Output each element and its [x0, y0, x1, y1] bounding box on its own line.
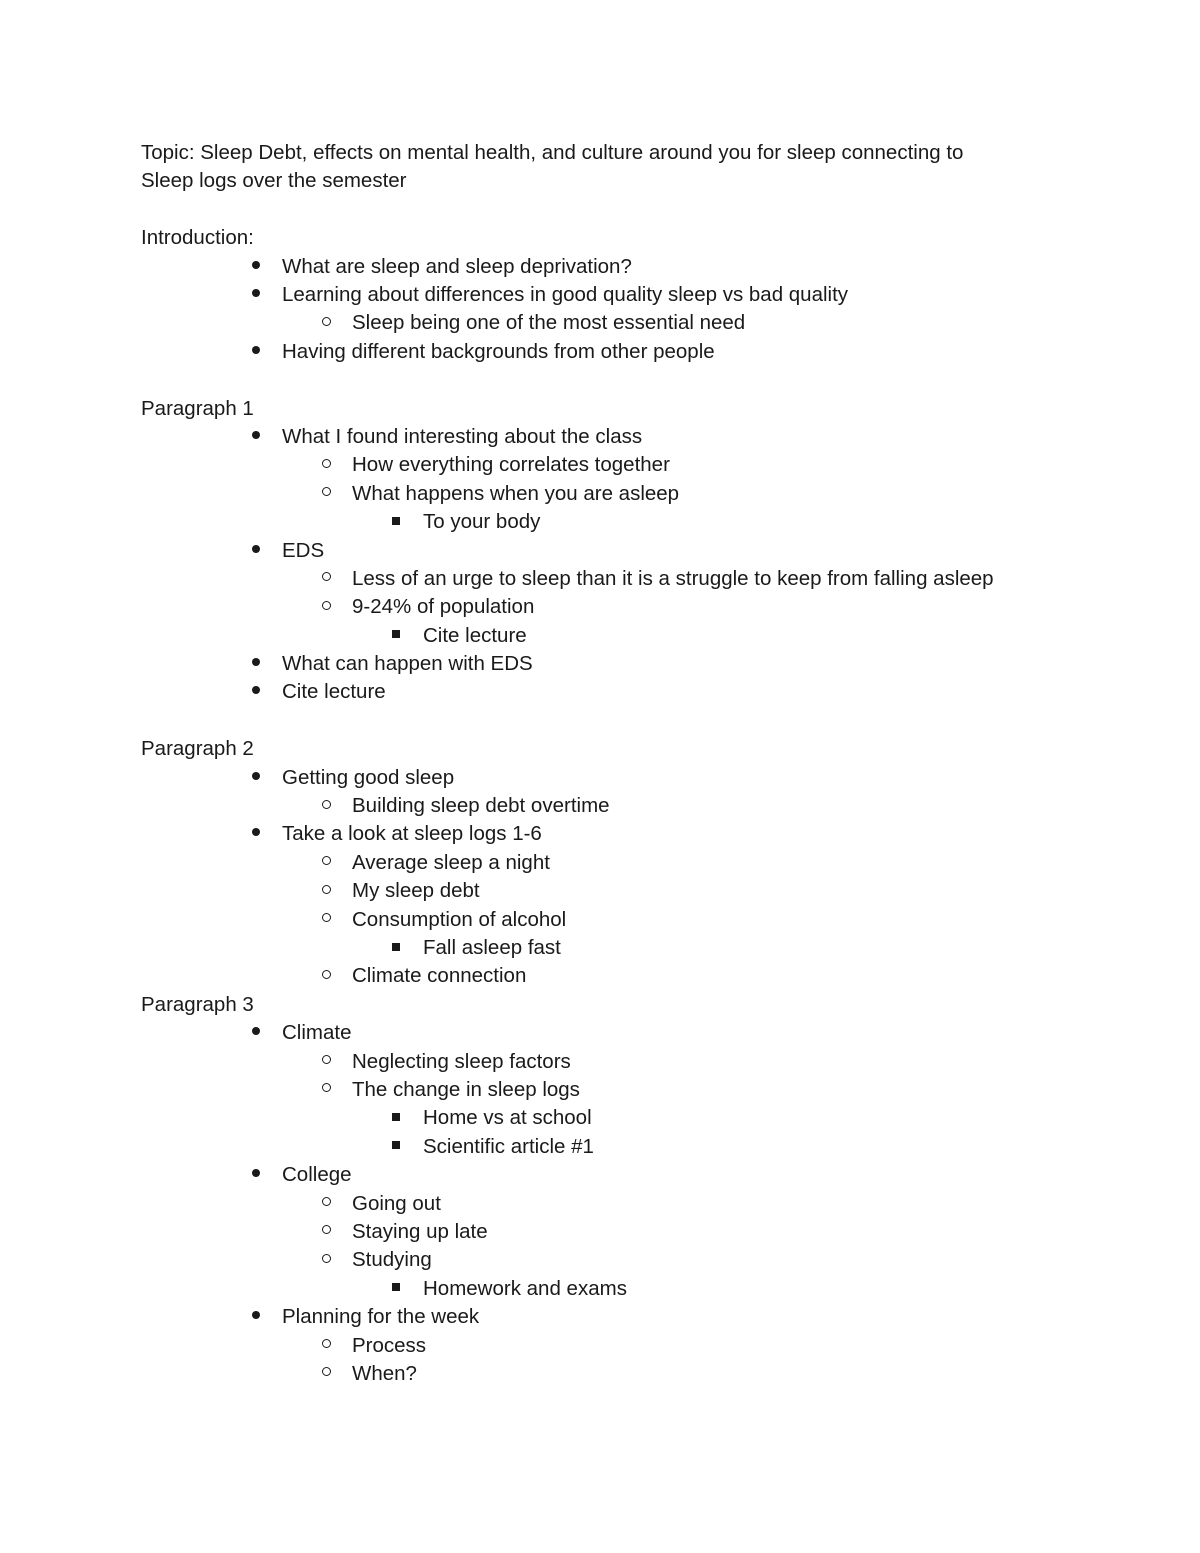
list-item [141, 962, 1041, 990]
list-item-text: What can happen with EDS [282, 652, 533, 676]
list-item-text: Less of an urge to sleep than it is a struggle to keep from falling asleep [352, 566, 994, 590]
list-item-text: 9-24% of population [352, 595, 535, 619]
list-item [141, 338, 1041, 366]
list-item [141, 1048, 1041, 1076]
list-item [141, 1332, 1041, 1360]
hollow-circle-icon [316, 1332, 336, 1360]
list-item-text: Staying up late [352, 1219, 488, 1243]
topic-line-2: Sleep logs over the semester [141, 169, 407, 193]
hollow-circle-icon [316, 962, 336, 990]
list-item-text: Studying [352, 1248, 432, 1272]
hollow-circle-icon [316, 1076, 336, 1104]
filled-circle-icon [246, 764, 266, 792]
hollow-circle-icon [316, 877, 336, 905]
list-item [141, 650, 1041, 678]
hollow-circle-icon [316, 309, 336, 337]
hollow-circle-icon [316, 593, 336, 621]
filled-circle-icon [246, 678, 266, 706]
hollow-circle-icon [316, 480, 336, 508]
list-item [141, 423, 1041, 451]
filled-square-icon [386, 508, 406, 536]
hollow-circle-icon [316, 906, 336, 934]
list-item [141, 508, 1041, 536]
list-item [141, 792, 1041, 820]
list-item-text: Neglecting sleep factors [352, 1049, 571, 1073]
list-item-text: Scientific article #1 [423, 1134, 594, 1158]
filled-square-icon [386, 1133, 406, 1161]
list-item-text: Getting good sleep [282, 765, 455, 789]
list-item [141, 1076, 1041, 1104]
list-item-text: What happens when you are asleep [352, 481, 680, 505]
list-item [141, 934, 1041, 962]
list-item [141, 1019, 1041, 1047]
hollow-circle-icon [316, 792, 336, 820]
filled-square-icon [386, 1104, 406, 1132]
list-item [141, 820, 1041, 848]
document-body [141, 139, 1041, 1388]
list-item-text: Consumption of alcohol [352, 907, 567, 931]
list-item [141, 1161, 1041, 1189]
filled-circle-icon [246, 423, 266, 451]
list-item-text: To your body [423, 510, 541, 534]
list-item [141, 1104, 1041, 1132]
filled-circle-icon [246, 1303, 266, 1331]
outline-sections [141, 224, 1041, 1388]
topic-line-1: Topic: Sleep Debt, effects on mental health, and culture around you for sleep connecting to [141, 141, 964, 164]
hollow-circle-icon [316, 849, 336, 877]
list-item [141, 764, 1041, 792]
list-item-text: Learning about differences in good quality sleep vs bad quality [282, 283, 849, 306]
list-item [141, 1275, 1041, 1303]
list-item [141, 622, 1041, 650]
list-item-text: Process [352, 1333, 427, 1357]
list-item-text: Planning for the week [282, 1305, 480, 1329]
filled-circle-icon [246, 820, 266, 848]
list-item [141, 1133, 1041, 1161]
hollow-circle-icon [316, 451, 336, 479]
filled-circle-icon [246, 281, 266, 309]
list-item [141, 1218, 1041, 1246]
filled-square-icon [386, 622, 406, 650]
hollow-circle-icon [316, 1190, 336, 1218]
list-item-text: Fall asleep fast [423, 936, 561, 960]
filled-square-icon [386, 1275, 406, 1303]
list-item-text: What are sleep and sleep deprivation? [282, 254, 632, 278]
list-item-text: Average sleep a night [352, 850, 550, 874]
list-item [141, 1246, 1041, 1274]
hollow-circle-icon [316, 565, 336, 593]
filled-circle-icon [246, 1161, 266, 1189]
hollow-circle-icon [316, 1246, 336, 1274]
section-heading: Paragraph 3 [141, 992, 254, 1016]
list-item [141, 906, 1041, 934]
hollow-circle-icon [316, 1218, 336, 1246]
list-item [141, 678, 1041, 706]
blank-line [141, 196, 1041, 224]
list-item [141, 480, 1041, 508]
list-item-text: Cite lecture [423, 623, 527, 647]
filled-circle-icon [246, 537, 266, 565]
list-item [141, 565, 1041, 593]
list-item [141, 537, 1041, 565]
list-item-text: Climate connection [352, 964, 527, 988]
list-item-text: Climate [282, 1021, 352, 1045]
filled-circle-icon [246, 1019, 266, 1047]
list-item-text: Building sleep debt overtime [352, 794, 610, 818]
blank-line [141, 707, 1041, 735]
section-heading: Introduction: [141, 226, 254, 250]
list-item-text: Home vs at school [423, 1106, 592, 1130]
list-item-text: How everything correlates together [352, 453, 670, 477]
blank-line [141, 366, 1041, 394]
list-item-text: Going out [352, 1191, 441, 1215]
list-item [141, 281, 1041, 309]
list-item-text: My sleep debt [352, 879, 480, 903]
hollow-circle-icon [316, 1360, 336, 1388]
list-item [141, 451, 1041, 479]
list-item [141, 1190, 1041, 1218]
filled-circle-icon [246, 650, 266, 678]
list-item-text: College [282, 1163, 352, 1187]
list-item [141, 1303, 1041, 1331]
list-item-text: Sleep being one of the most essential need [352, 311, 746, 335]
list-item-text: Having different backgrounds from other people [282, 339, 715, 363]
list-item-text: Cite lecture [282, 680, 386, 704]
list-item-text: When? [352, 1361, 417, 1385]
list-item [141, 253, 1041, 281]
filled-circle-icon [246, 338, 266, 366]
filled-circle-icon [246, 253, 266, 281]
list-item [141, 309, 1041, 337]
list-item [141, 877, 1041, 905]
list-item-text: Homework and exams [423, 1276, 627, 1300]
list-item [141, 849, 1041, 877]
list-item-text: Take a look at sleep logs 1-6 [282, 822, 542, 846]
list-item [141, 593, 1041, 621]
section-heading: Paragraph 1 [141, 396, 254, 420]
list-item-text: The change in sleep logs [352, 1077, 580, 1101]
section-heading: Paragraph 2 [141, 737, 254, 761]
hollow-circle-icon [316, 1048, 336, 1076]
list-item-text: What I found interesting about the class [282, 424, 643, 448]
list-item-text: EDS [282, 538, 325, 562]
filled-square-icon [386, 934, 406, 962]
list-item [141, 1360, 1041, 1388]
